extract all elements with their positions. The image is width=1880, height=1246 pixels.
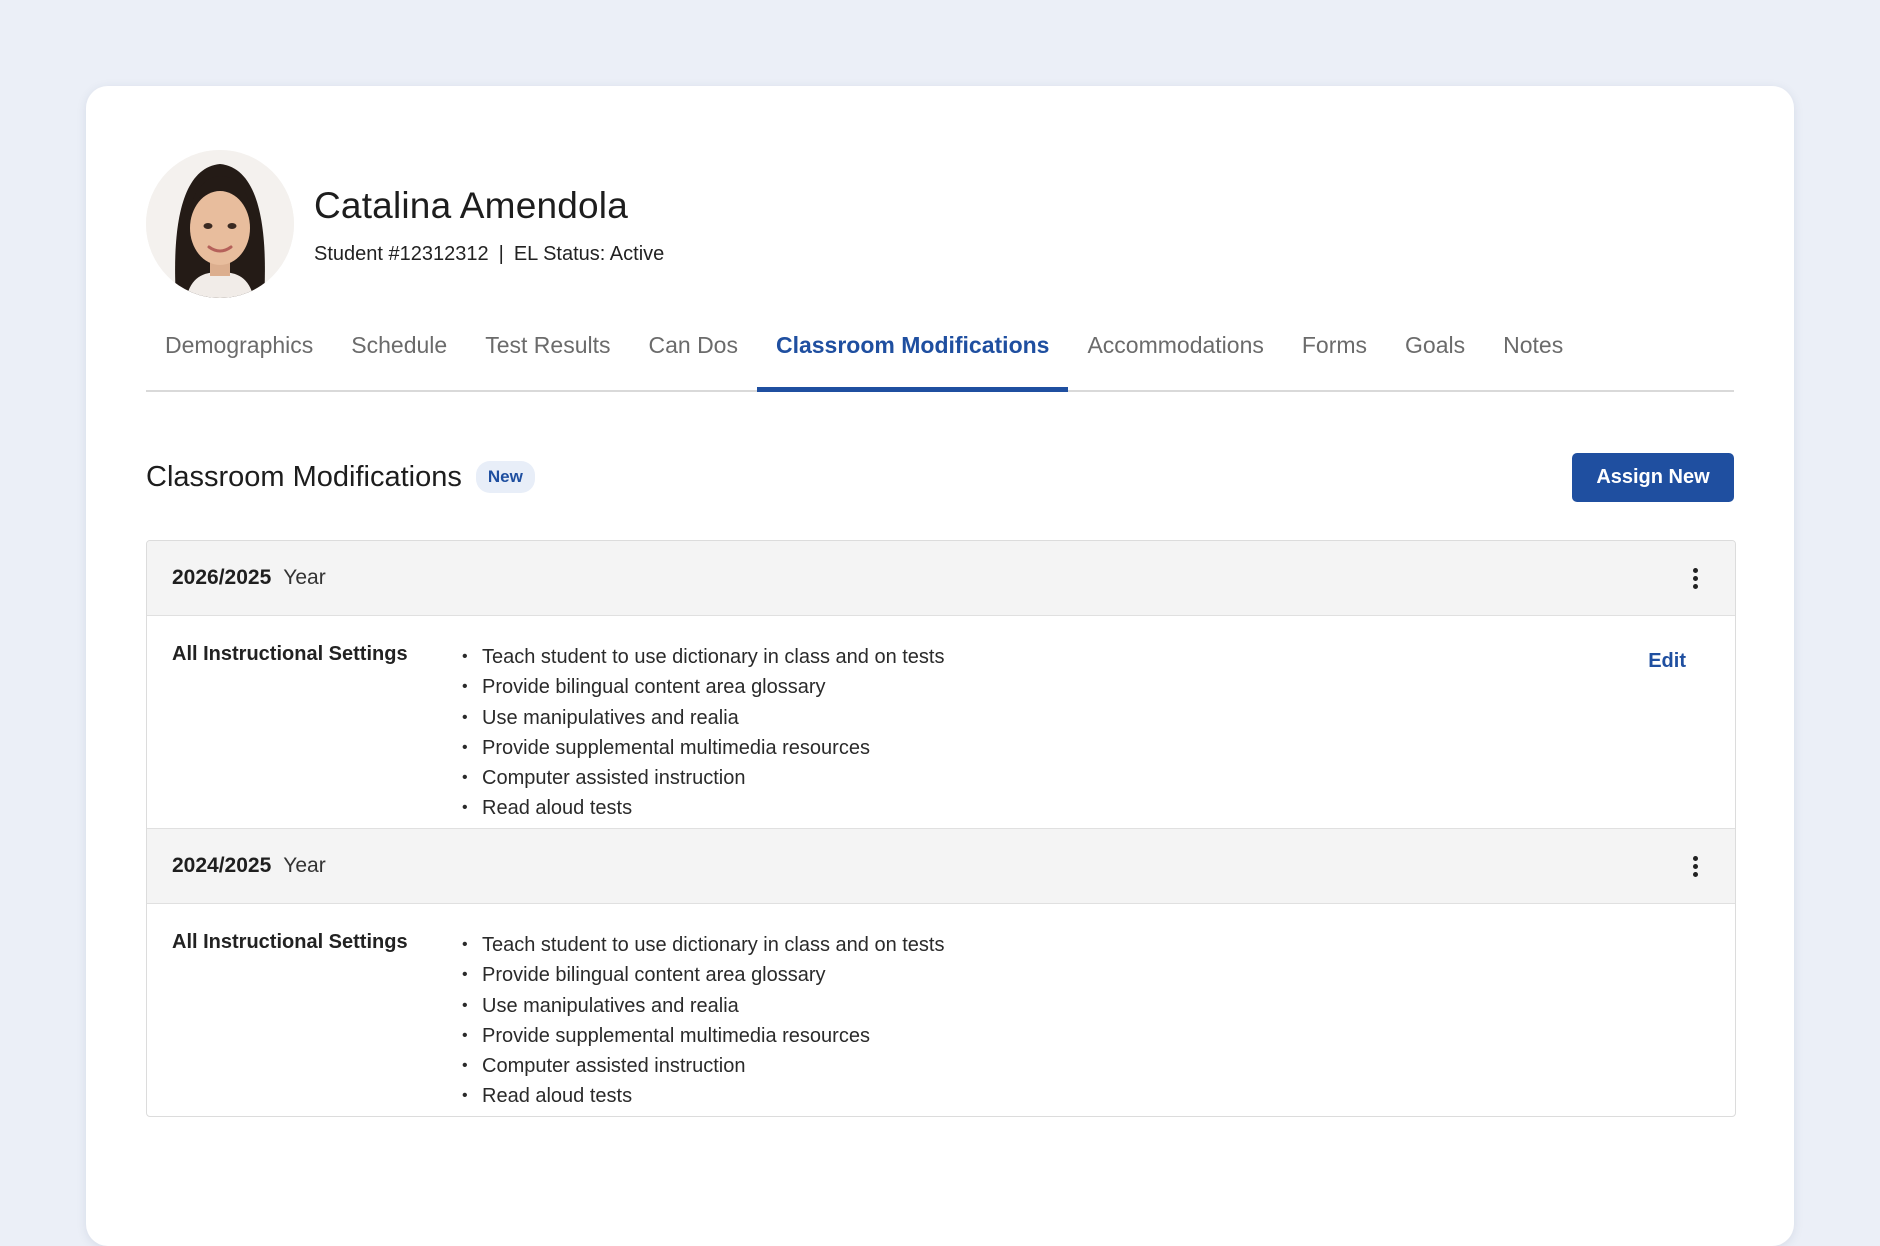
year-word: Year	[283, 566, 326, 589]
tab-test-results[interactable]: Test Results	[485, 332, 611, 358]
tab-forms[interactable]: Forms	[1301, 332, 1368, 358]
list-item: • Provide supplemental multimedia resources	[462, 733, 945, 763]
student-header	[146, 150, 664, 298]
tab-accommodations[interactable]: Accommodations	[1087, 332, 1264, 358]
avatar-photo-icon	[146, 150, 294, 298]
list-item: • Teach student to use dictionary in class and on tests	[462, 930, 945, 960]
year-header	[147, 828, 1735, 904]
list-item: • Read aloud tests	[462, 793, 945, 823]
avatar	[146, 150, 294, 298]
tab-classroom-modifications[interactable]: Classroom Modifications	[757, 314, 1068, 390]
kebab-menu-icon[interactable]	[1681, 564, 1709, 592]
year-header	[147, 541, 1735, 616]
assign-new-button[interactable]: Assign New	[1572, 453, 1734, 502]
section-header	[146, 452, 1734, 502]
tab-goals[interactable]: Goals	[1405, 332, 1466, 358]
list-item: • Computer assisted instruction	[462, 1051, 945, 1081]
year-body	[147, 616, 1735, 828]
student-info	[314, 183, 664, 266]
year-body	[147, 904, 1735, 1116]
setting-label: All Instructional Settings	[172, 643, 408, 665]
list-item: • Provide supplemental multimedia resources	[462, 1021, 945, 1051]
year-value: 2024/2025	[172, 854, 272, 877]
student-id: Student #12312312	[314, 242, 489, 265]
student-meta	[314, 243, 664, 266]
tab-notes[interactable]: Notes	[1503, 332, 1564, 358]
list-item: • Use manipulatives and realia	[462, 991, 945, 1021]
tab-demographics[interactable]: Demographics	[165, 332, 314, 358]
year-label	[172, 566, 326, 590]
section-title-group	[146, 461, 535, 494]
list-item: • Use manipulatives and realia	[462, 703, 945, 733]
student-profile-card	[86, 86, 1794, 1246]
student-name: Catalina Amendola	[314, 184, 628, 226]
edit-link[interactable]: Edit	[1648, 650, 1686, 672]
tab-can-dos[interactable]: Can Dos	[648, 332, 738, 358]
list-item: • Provide bilingual content area glossary	[462, 960, 945, 990]
list-item: • Provide bilingual content area glossary	[462, 672, 945, 702]
modification-items	[462, 930, 945, 1108]
year-value: 2026/2025	[172, 566, 272, 589]
setting-label: All Instructional Settings	[172, 931, 408, 953]
section-title: Classroom Modifications	[146, 460, 462, 493]
kebab-menu-icon[interactable]	[1681, 852, 1709, 880]
el-status: EL Status: Active	[513, 242, 665, 265]
profile-tabs	[146, 314, 1734, 392]
modification-items	[462, 642, 945, 820]
modifications-list	[146, 540, 1736, 1117]
list-item: • Computer assisted instruction	[462, 763, 945, 793]
tab-schedule[interactable]: Schedule	[351, 332, 448, 358]
year-label	[172, 854, 326, 878]
list-item: • Teach student to use dictionary in class and on tests	[462, 642, 945, 672]
year-word: Year	[283, 854, 326, 877]
meta-separator: |	[498, 242, 504, 265]
new-badge: New	[476, 461, 535, 493]
list-item: • Read aloud tests	[462, 1081, 945, 1111]
